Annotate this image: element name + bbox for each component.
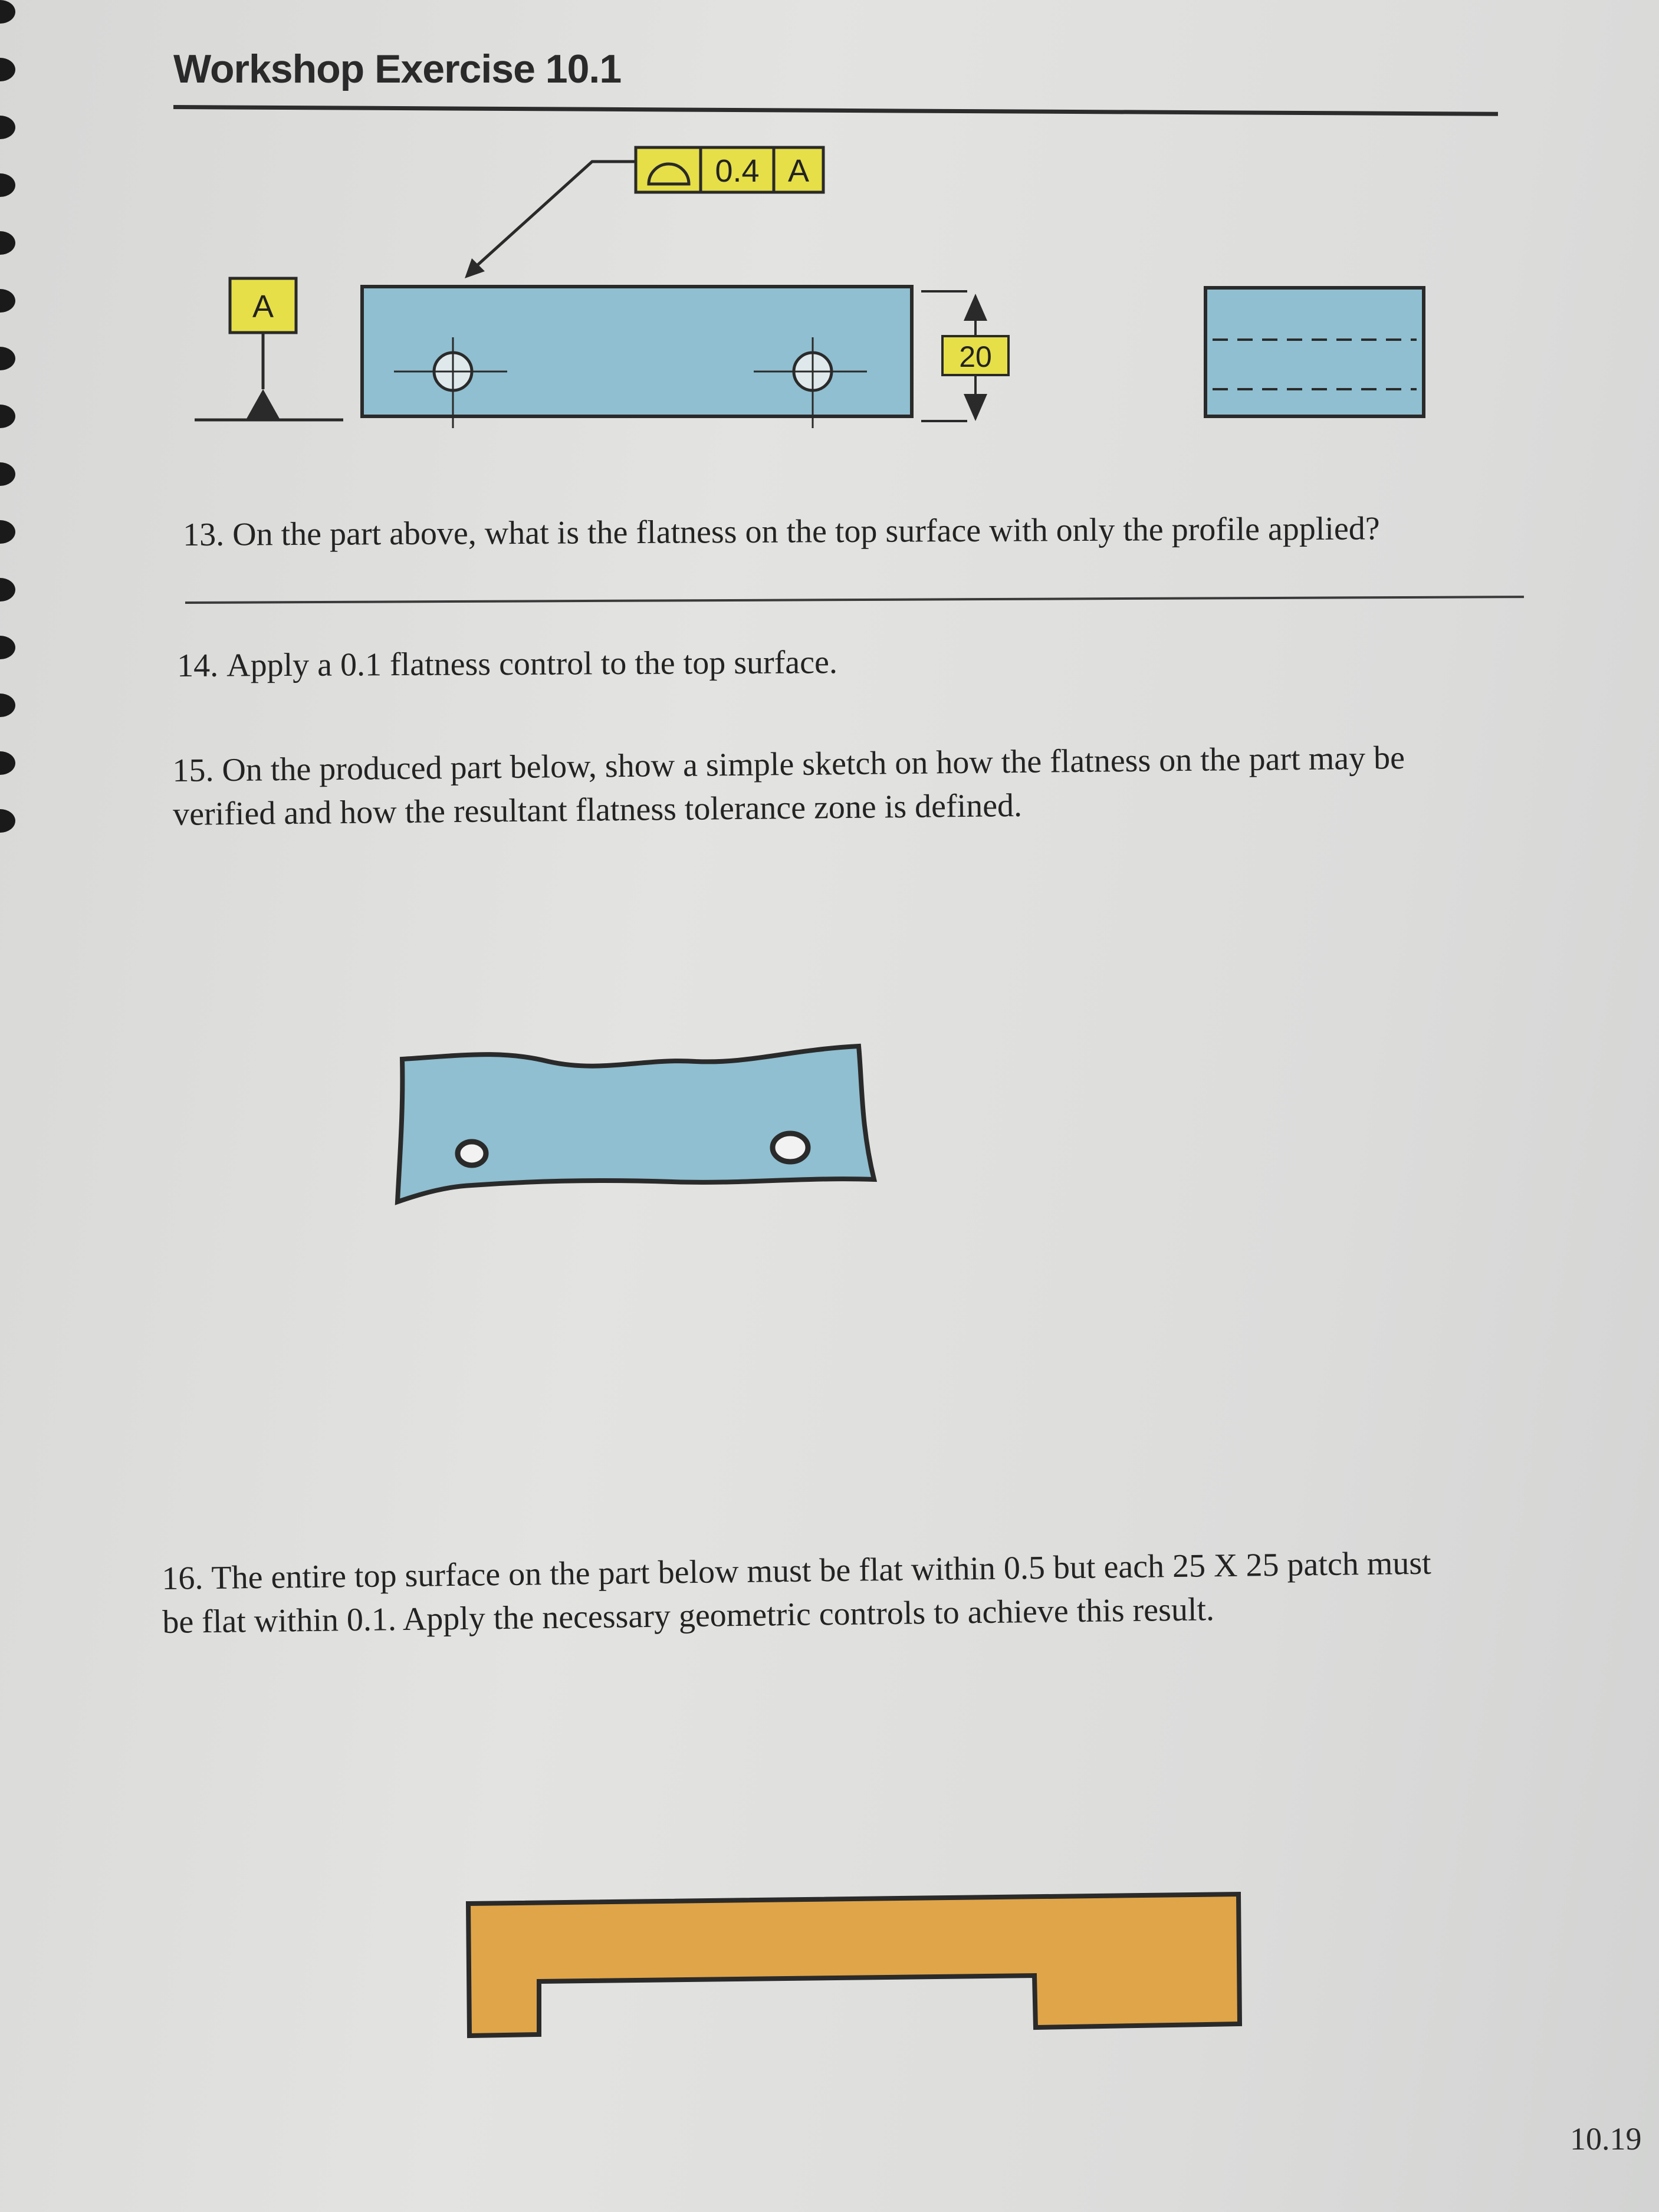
title-divider bbox=[173, 105, 1498, 116]
question-number: 16. bbox=[162, 1560, 203, 1597]
bracket-outline bbox=[468, 1894, 1240, 2036]
height-dimension bbox=[921, 291, 1008, 421]
question-text: Apply a 0.1 flatness control to the top surface. bbox=[226, 644, 838, 684]
question-text-line-1: On the produced part below, show a simple sketch on how the flatness on the part may be bbox=[222, 739, 1405, 789]
part-front-view bbox=[362, 287, 912, 428]
question-text-line-1: The entire top surface on the part below must be flat within 0.5 but each 25 X 25 patch must bbox=[211, 1544, 1432, 1596]
produced-part-drawing bbox=[389, 1038, 885, 1215]
produced-part-outline bbox=[397, 1046, 874, 1202]
datum-feature-symbol bbox=[195, 278, 343, 420]
bracket-part-drawing bbox=[460, 1887, 1250, 2040]
question-text: On the part above, what is the flatness on the top surface with only the profile applied? bbox=[232, 510, 1380, 553]
answer-line bbox=[185, 596, 1524, 604]
dimension-value: 20 bbox=[959, 340, 992, 373]
question-16 bbox=[162, 1542, 1432, 1644]
hole-right bbox=[773, 1133, 808, 1162]
question-13 bbox=[183, 507, 1380, 557]
question-number: 13. bbox=[183, 516, 225, 553]
question-15 bbox=[172, 736, 1405, 836]
question-text-line-2: verified and how the resultant flatness tolerance zone is defined. bbox=[172, 787, 1023, 833]
page-title: Workshop Exercise 10.1 bbox=[173, 47, 622, 91]
part-side-view bbox=[1205, 288, 1424, 416]
page-number: 10.19 bbox=[1570, 2121, 1642, 2157]
question-text-line-2: be flat within 0.1. Apply the necessary geometric controls to achieve this result. bbox=[162, 1591, 1215, 1641]
datum-label: A bbox=[252, 289, 274, 324]
part-drawing-profile bbox=[177, 142, 1474, 448]
question-14 bbox=[177, 640, 837, 688]
hole-left bbox=[458, 1142, 486, 1165]
fcf-datum: A bbox=[787, 153, 810, 189]
feature-control-frame bbox=[636, 147, 823, 192]
question-number: 14. bbox=[177, 647, 219, 684]
question-number: 15. bbox=[172, 752, 214, 789]
leader-arrow bbox=[465, 162, 636, 278]
fcf-tolerance: 0.4 bbox=[715, 153, 760, 189]
